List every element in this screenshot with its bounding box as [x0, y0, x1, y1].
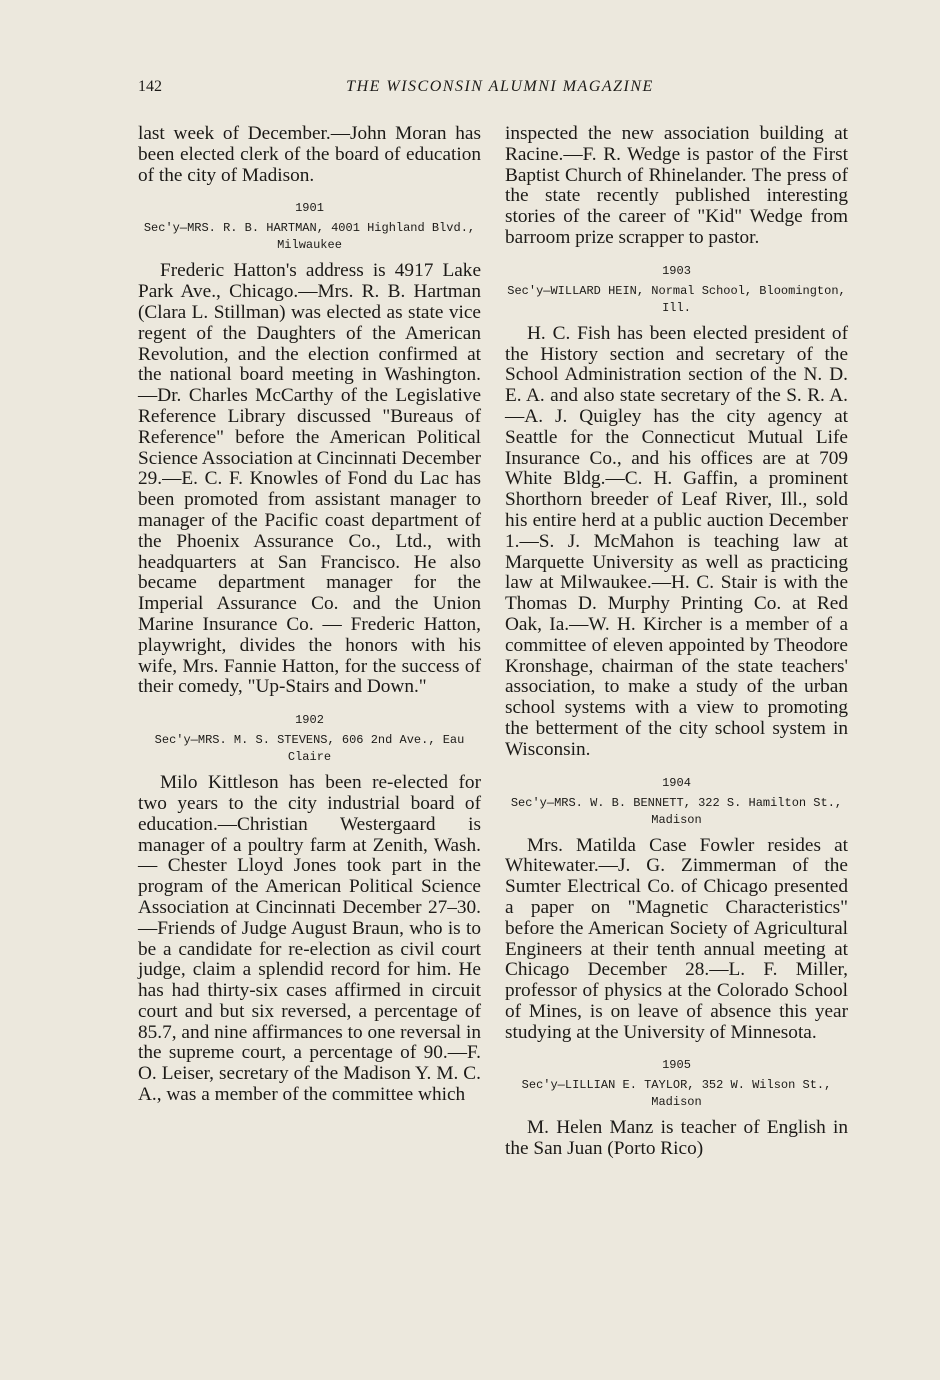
class-secretary-line: Sec'y—MRS. R. B. HARTMAN, 4001 Highland Blvd., Milwaukee	[143, 221, 476, 253]
right-column	[505, 124, 848, 1160]
class-secretary-line: Sec'y—LILLIAN E. TAYLOR, 352 W. Wilson St., Madison	[521, 1078, 832, 1110]
class-year-heading: 1904	[662, 775, 691, 790]
class-year-heading: 1903	[662, 263, 691, 278]
class-year-heading: 1901	[295, 201, 324, 216]
class-section-1905	[505, 1058, 848, 1160]
class-section-1903	[505, 264, 848, 761]
class-news-paragraph: H. C. Fish has been elected president of the History section and secretary of the School Administration section of the N. D. E. A. and also state secretary of the S. R. A.—A. J. Quigley has the city agency at Seattle for the Connecticut Mutual Life Insurance Co., and his offices are at 709 White Bldg.—C. H. Gaffin, a prominent Shorthorn breeder of Leaf River, Ill., sold his entire herd at a public auction December 1.—S. J. McMahon is teaching law at Marquette University as well as practicing law at Milwaukee.—H. C. Stair is with the Thomas D. Murphy Printing Co. at Red Oak, Ia.—W. H. Kircher is a member of a committee of eleven appointed by Theodore Kronshage, chairman of the state teachers' association, to make a study of the urban school systems with a view to promoting the betterment of the city school system in Wisconsin.	[505, 322, 848, 760]
class-news-paragraph: M. Helen Manz is teacher of English in the San Juan (Porto Rico)	[505, 1117, 848, 1160]
class-year-heading: 1902	[295, 713, 324, 728]
running-head: THE WISCONSIN ALUMNI MAGAZINE	[346, 78, 654, 95]
class-section-1901	[138, 201, 481, 698]
class-news-paragraph: Milo Kittleson has been re-elected for two years to the city industrial board of education.—Christian Westergaard is manager of a poultry farm at Zenith, Wash. — Chester Lloyd Jones took part in the program of the American Political Science Association at Cincinnati December 27–30.—Friends of Judge August Braun, who is to be a candidate for re-election as civil court judge, claim a splendid record for him. He has had thirty-six cases affirmed in circuit court and but six reversed, a percentage of 85.7, and nine affirmances to one reversal in the supreme court, a percentage of 90.—F. O. Leiser, secretary of the Madison Y. M. C. A., was a member of the committee which	[138, 772, 481, 1106]
class-section-1904	[505, 776, 848, 1044]
class-secretary-line: Sec'y—MRS. M. S. STEVENS, 606 2nd Ave., Eau Claire	[154, 733, 465, 765]
class-news-paragraph: Mrs. Matilda Case Fowler resides at Whitewater.—J. G. Zimmerman of the Sumter Electrical Co. of Chicago presented a paper on "Magnetic Characteristics" before the American Society of Agricultural Engineers at their tenth annual meeting at Chicago December 28.—L. F. Miller, professor of physics at the Colorado School of Mines, is on leave of absence this year studying at the University of Minnesota.	[505, 834, 848, 1043]
class-news-paragraph: Frederic Hatton's address is 4917 Lake Park Ave., Chicago.—Mrs. R. B. Hartman (Clara L. Stillman) was elected as state vice regent of the Daughters of the American Revolution, and the election confirmed at the national board meeting in Washington.—Dr. Charles McCarthy of the Legislative Reference Library discussed "Bureaus of Reference" before the American Political Science Association at Cincinnati December 29.—E. C. F. Knowles of Fond du Lac has been promoted from assistant manager to manager of the Pacific coast department of the Phoenix Assurance Co., Ltd., with headquarters at San Francisco. He also became department manager for the Imperial Assurance Co. and the Union Marine Insurance Co. — Frederic Hatton, playwright, divides the honors with his wife, Mrs. Fannie Hatton, for the success of their comedy, "Up-Stairs and Down."	[138, 260, 481, 698]
class-secretary-line: Sec'y—WILLARD HEIN, Normal School, Bloomington, Ill.	[507, 283, 846, 315]
class-year-heading: 1905	[662, 1058, 691, 1073]
page-number: 142	[138, 78, 162, 95]
left-column	[138, 124, 481, 1106]
class-section-1902	[138, 713, 481, 1106]
class-secretary-line: Sec'y—MRS. W. B. BENNETT, 322 S. Hamilton St., Madison	[510, 795, 843, 827]
continuation-paragraph: last week of December.—John Moran has been elected clerk of the board of education of the city of Madison.	[138, 123, 481, 186]
continuation-paragraph: inspected the new association building at Racine.—F. R. Wedge is pastor of the First Baptist Church of Rhinelander. The press of the state recently published interesting stories of the career of "Kid" Wedge from barroom prize scrapper to pastor.	[505, 123, 848, 248]
